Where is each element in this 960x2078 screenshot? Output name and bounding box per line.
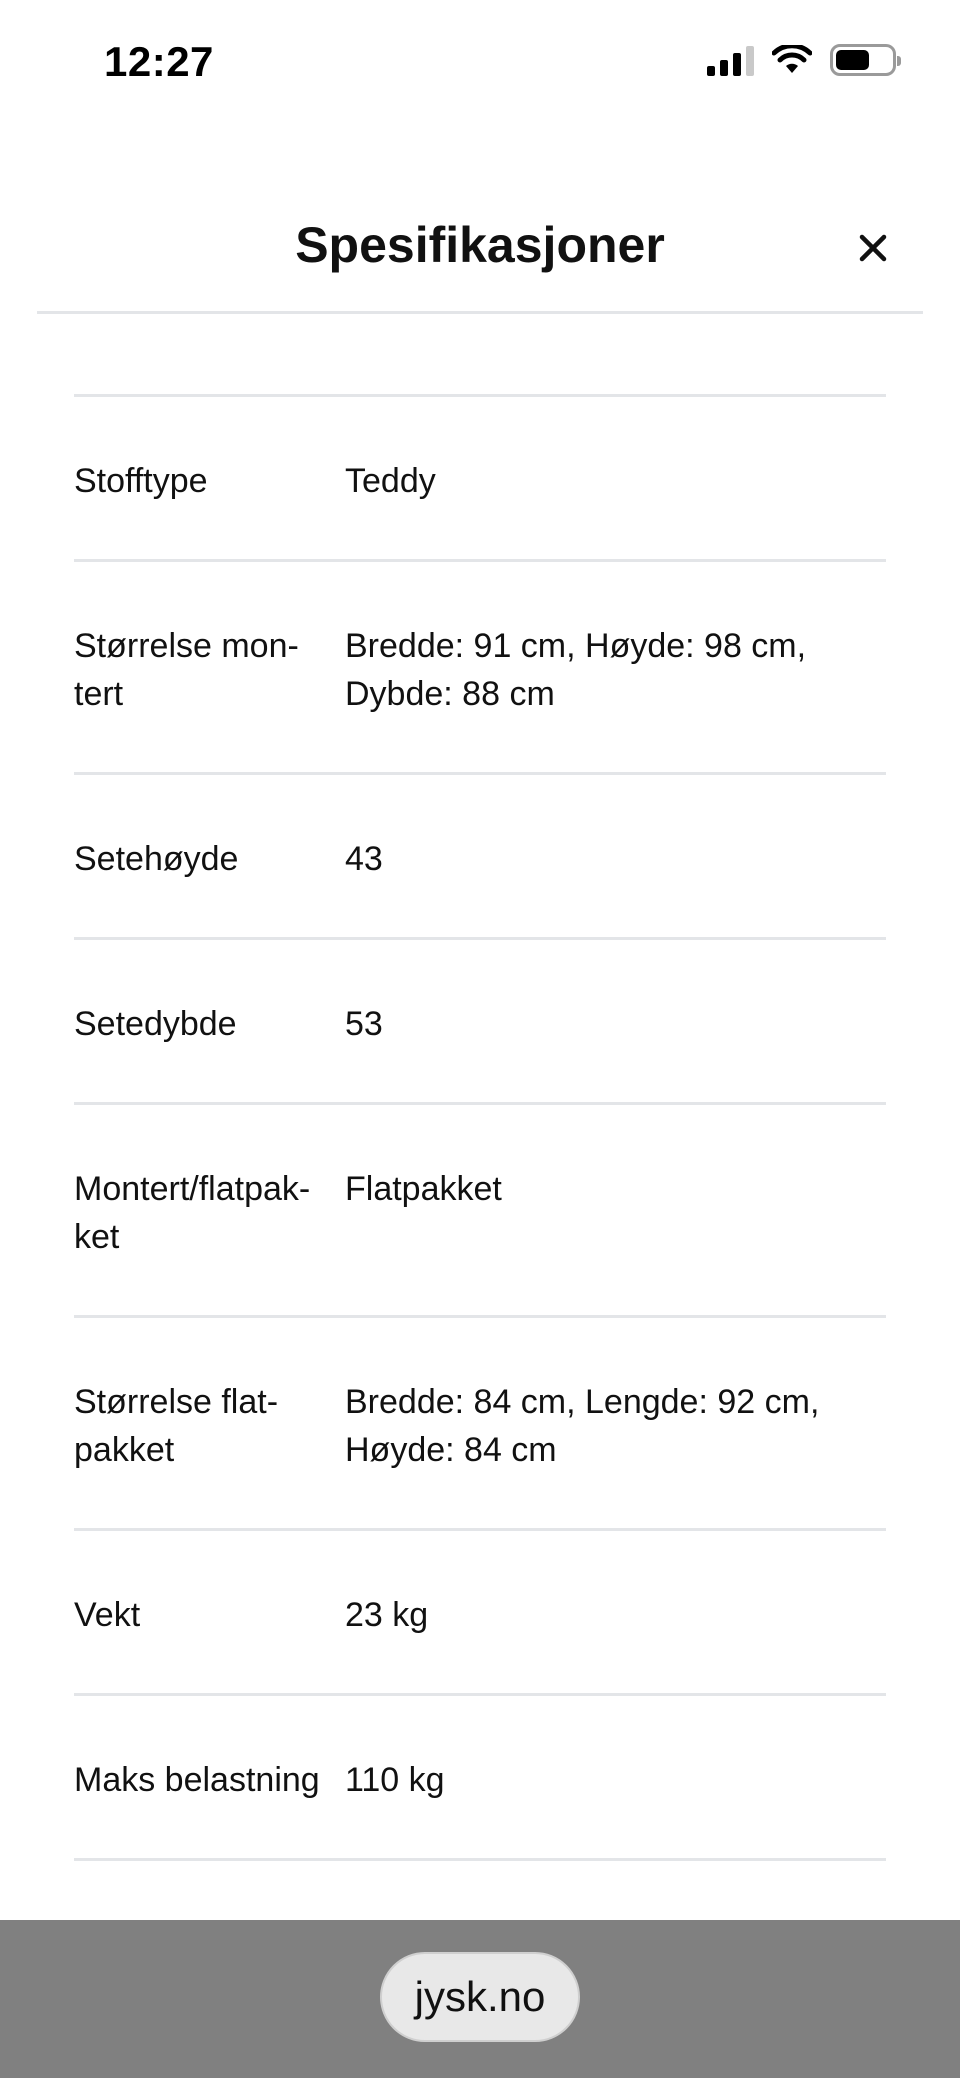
spec-value: 23 kg: [345, 1596, 429, 1634]
spec-value: Teddy: [345, 462, 436, 500]
spec-row-maks-belastning: [74, 1696, 886, 1861]
spec-label: Setedybde: [74, 1005, 237, 1043]
spec-label: Maks belastning: [74, 1761, 320, 1799]
close-icon: [858, 233, 888, 263]
spec-value: 53: [345, 1005, 383, 1043]
spec-row-storrelse-flatpakket: [74, 1318, 886, 1531]
wifi-icon: [772, 45, 812, 75]
spec-row-vekt: [74, 1531, 886, 1696]
spec-label: Vekt: [74, 1596, 141, 1634]
battery-icon: [830, 44, 896, 76]
cellular-signal-icon: [707, 44, 754, 76]
spec-row-stofftype: [74, 397, 886, 562]
close-button[interactable]: [847, 222, 899, 274]
spec-row-montert-flatpakket: [74, 1105, 886, 1318]
status-bar: [0, 0, 960, 120]
spec-label: Størrelse flat- pakket: [74, 1383, 279, 1469]
sheet-header: [37, 180, 923, 314]
spec-row-setedybde: [74, 940, 886, 1105]
spec-list: [74, 394, 886, 1861]
status-time: 12:27: [104, 38, 214, 85]
spec-label: Setehøyde: [74, 840, 239, 878]
sheet-title: Spesifikasjoner: [295, 217, 665, 273]
spec-label: Stofftype: [74, 462, 208, 500]
spec-value: 110 kg: [345, 1761, 445, 1799]
spec-value: Bredde: 84 cm, Lengde: 92 cm, Høyde: 84 cm: [345, 1383, 820, 1469]
spec-label: Størrelse mon- tert: [74, 627, 299, 713]
spec-value: Flatpakket: [345, 1170, 502, 1208]
spec-value: 43: [345, 840, 383, 878]
status-icons: [707, 44, 896, 76]
url-address-bar[interactable]: jysk.no: [380, 1952, 580, 2042]
browser-bottom-bar: [0, 1920, 960, 2078]
spec-label: Montert/flatpak- ket: [74, 1170, 311, 1256]
spec-row-setehoyde: [74, 775, 886, 940]
spec-value: Bredde: 91 cm, Høyde: 98 cm, Dybde: 88 cm: [345, 627, 807, 713]
spec-row-storrelse-montert: [74, 562, 886, 775]
